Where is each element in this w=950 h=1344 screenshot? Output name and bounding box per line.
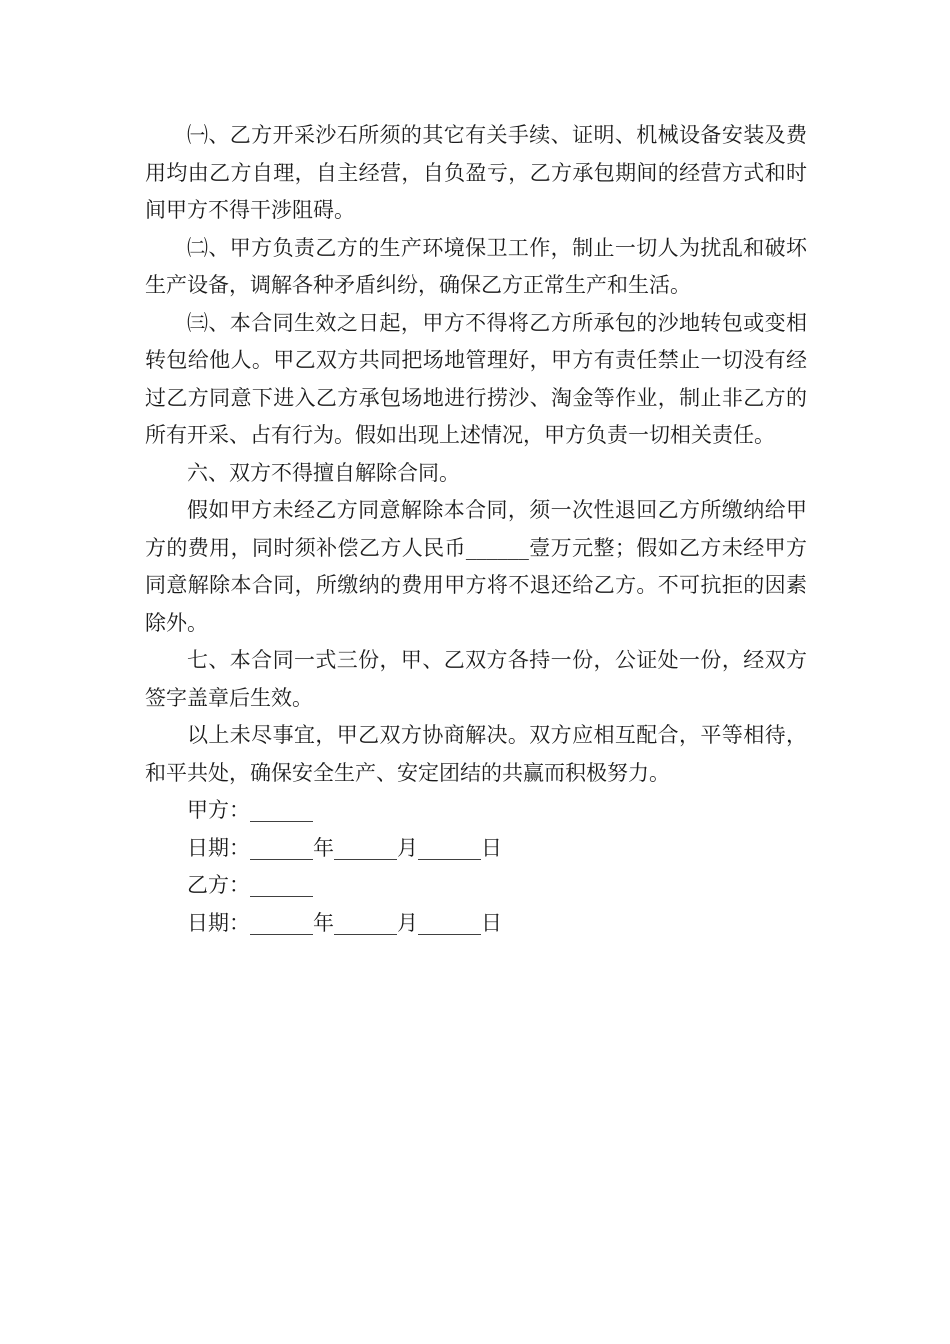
closing-paragraph: 以上未尽事宜，甲乙双方协商解决。双方应相互配合，平等相待，和平共处，确保安全生产、安定团结的共赢而积极努力。 [145,723,807,785]
clause-3-paragraph: ㈢、本合同生效之日起，甲方不得将乙方所承包的沙地转包或变相转包给他人。甲乙双方共同把场地管理好，甲方有责任禁止一切没有经过乙方同意下进入乙方承包场地进行捞沙、淘金等作业，制止非乙方的所有开采、占有行为。假如出现上述情况，甲方负责一切相关责任。 [145,310,807,447]
clause-2-paragraph: ㈡、甲方负责乙方的生产环境保卫工作，制止一切人为扰乱和破坏生产设备，调解各种矛盾纠纷，确保乙方正常生产和生活。 [145,235,807,297]
termination-paragraph: 假如甲方未经乙方同意解除本合同，须一次性退回乙方所缴纳给甲方的费用，同时须补偿乙方人民币______壹万元整；假如乙方未经甲方同意解除本合同，所缴纳的费用甲方将不退还给乙方。不可抗拒的因素除外。 [145,498,807,635]
clause-1-paragraph: ㈠、乙方开采沙石所须的其它有关手续、证明、机械设备安装及费用均由乙方自理，自主经营，自负盈亏，乙方承包期间的经营方式和时间甲方不得干涉阻碍。 [145,123,807,222]
party-a-date-line: 日期：______年______月______日 [187,835,502,860]
section-six-heading: 六、双方不得擅自解除合同。 [187,460,460,485]
party-a-signature-line: 甲方：______ [187,798,313,822]
party-b-signature-line: 乙方：______ [187,873,313,897]
contract-body [145,117,807,942]
section-seven-paragraph: 七、本合同一式三份，甲、乙双方各持一份，公证处一份，经双方签字盖章后生效。 [145,648,807,710]
party-b-date-line: 日期：______年______月______日 [187,910,502,935]
